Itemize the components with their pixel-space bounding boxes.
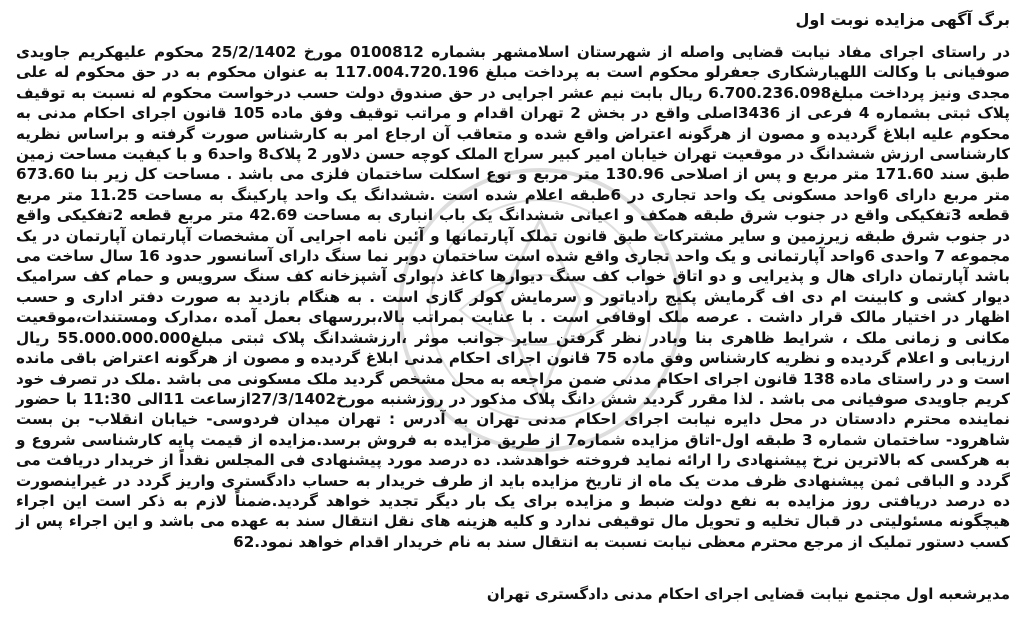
notice-title: برگ آگهی مزایده نوبت اول [795,10,1010,29]
notice-body-paragraph: در راستای اجرای مفاد نیابت قضایی واصله از شهرستان اسلامشهر بشماره 0100812 مورخ 25/2/1402 محکوم علیهکریم جاویدی صوفیانی با وکالت اللهیارشکاری جعفرلو محکوم است به پرداخت مبلغ 117.004.720.196 به عنوان محکوم به در حق محکوم له علی مجدی ونیز پرداخت مبلغ6.700.236.098 ریال بابت نیم عشر اجرایی در حق صندوق دولت حسب درخواست محکوم له نسبت به توقیف پلاک ثبتی بشماره 4 فرعی از 3436اصلی واقع در بخش 2 تهران اقدام و مراتب توقیف وفق ماده 105 قانون اجرای احکام مدنی به محکوم علیه ابلاغ گردیده و مصون از هرگونه اعتراض واقع شده و متعاقب آن ارجاع امر به کارشناس صورت گرفته و براساس نظریه کارشناسی ارزش ششدانگ در موقعیت تهران خیابان امیر کبیر سراج الملک کوچه حسن دلاور 2 پلاک8 واحد6 و با کیفیت مساحت زمین طبق سند 171.60 متر مربع و پس از اصلاحی 130.96 متر مربع و نوع اسکلت ساختمان فلزی می باشد . مساحت کل زیر بنا 673.60 متر مربع دارای 6واحد مسکونی یک واحد تجاری در 6طبقه اعلام شده است .ششدانگ یک واحد پارکینگ به مساحت 11.25 متر مربع قطعه 3تفکیکی واقع در جنوب شرق طبقه همکف و اعیانی ششدانگ یک باب انباری به مساحت 42.69 متر مربع قطعه 2تفکیکی واقع در جنوب شرق طبقه زیرزمین و سایر مشترکات طبق قانون تملک آپارتمانها و آئین نامه اجرایی آن مشخصات آپارتمان آپارتمان در یک مجموعه 7 واحدی 6واحد آپارتمانی و یک واحد تجاری واقع شده است ساختمان دوبر نما سنگ دارای آسانسور حدود 16 سال ساخت می باشد آپارتمان دارای هال و پذیرایی و دو اتاق خواب کف سنگ دیوارها کاغذ دیواری آشپزخانه کف سنگ سرویس و حمام کف سرامیک دیوار کشی و کابینت ام دی اف گرمایش پکیج رادیاتور و سرمایش کولر گازی است . به هنگام بازدید به صورت دفتر اداری و حسب اظهار در اختیار مالک قرار داشت . عرصه ملک اوقافی است . با عنایت بمراتب بالا،بررسهای بعمل آمده ،مدارک ومستندات،موقعیت مکانی و زمانی ملک ، شرایط ظاهری بنا وبادر نظر گرفتن سایر جوانب موثر ،ارزششدانگ پلاک ثبتی مبلغ55.000.000.000 ریال ارزیابی و اعلام گردیده و نظریه کارشناس وفق ماده 75 قانون اجرای احکام مدنی ابلاغ گردیده و مصون از هرگونه اعتراض باقی مانده است و در راستای ماده 138 قانون اجرای احکام مدنی ضمن مراجعه به محل مشخص گردید ملک مسکونی می باشد .ملک در تصرف خود کریم جاویدی صوفیانی می باشد . لذا مقرر گردید شش دانگ پلاک مذکور در روزشنبه مورخ27/3/1402ازساعت 11الی 11:30 با حضور نماینده محترم دادستان در محل دایره نیابت اجرای احکام مدنی تهران به آدرس : تهران میدان فردوسی- خیابان انقلاب- بن بست شاهرود- ساختمان شماره 3 طبقه اول-اتاق مزایده شماره7 از طریق مزایده به فروش برسد.مزایده از قیمت پایه کارشناسی شروع و به هرکسی که بالاترین نرخ پیشنهادی را ارائه نماید فروخته خواهدشد. ده درصد مورد پیشنهادی فی المجلس نقداً از خریدار دریافت می گردد و الباقی ثمن پیشنهادی ظرف مدت یک ماه از تاریخ مزایده باید از طرف خریدار به حساب دادگستری واریز گردد در غیراینصورت ده درصد دریافتی روز مزایده به نفع دولت ضبط و مزایده برای یک بار دیگر تجدید خواهد گردید.ضمناً لازم به ذکر است این اجراء هیچگونه مسئولیتی در قبال تخلیه و تحویل مال توقیفی ندارد و کلیه هزینه های نقل انتقال سند به عهده می باشد و این اجراء پس از کسب دستور تملیک از مرجع محترم معظی نیابت نسبت به انتقال سند به نام خریدار اقدام خواهد نمود.62 [16,43,1011,551]
notice-signature: مدیرشعبه اول مجتمع نیابت قضایی اجرای احکام مدنی دادگستری تهران [486,585,1010,603]
notice-body [16,42,1010,552]
